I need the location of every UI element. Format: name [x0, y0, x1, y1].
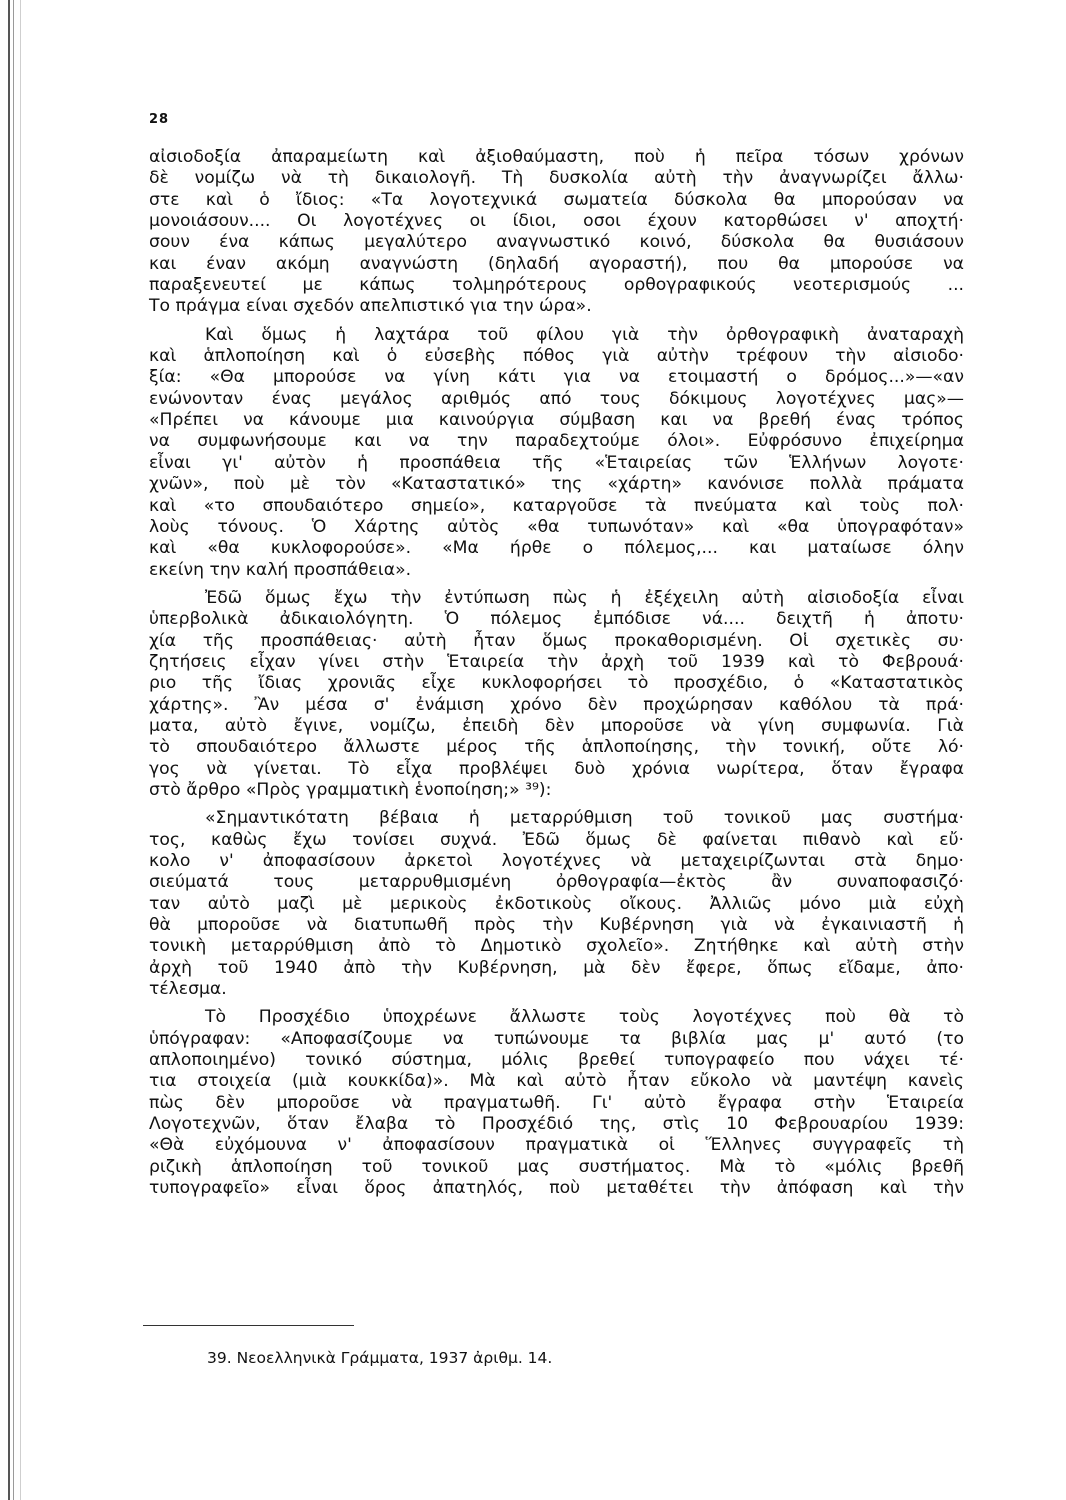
- text-line: καὶ ἁπλοποίηση καὶ ὁ εὐσεβὴς πόθος γιὰ αὐτὴν τρέφουν τὴν αἰσιοδο·: [149, 346, 964, 367]
- text-line: τυπογραφεῖο» εἶναι ὅρος ἀπατηλός, ποὺ μεταθέτει τὴν ἀπόφαση καὶ τὴν: [149, 1178, 964, 1199]
- paragraph: [149, 588, 964, 801]
- text-line: καὶ «θα κυκλοφορούσε». «Μα ήρθε ο πόλεμος,... και ματαίωσε όλην: [149, 538, 964, 559]
- text-line: Λογοτεχνῶν, ὅταν ἔλαβα τὸ Προσχέδιό της, στὶς 10 Φεβρουαρίου 1939:: [149, 1114, 964, 1135]
- text-line: χία τῆς προσπάθειας· αὐτὴ ἦταν ὅμως προκαθορισμένη. Οἱ σχετικὲς συ·: [149, 630, 964, 651]
- text-line: «Πρέπει να κάνουμε μια καινούργια σύμβαση και να βρεθή ένας τρόπος: [149, 410, 964, 431]
- text-line: εκείνη την καλή προσπάθεια».: [149, 559, 412, 580]
- text-line: τὸ σπουδαιότερο ἄλλωστε μέρος τῆς ἁπλοποίησης, τὴν τονική, οὔτε λό·: [149, 737, 964, 758]
- text-line: ματα, αὐτὸ ἔγινε, νομίζω, ἐπειδὴ δὲν μποροῦσε νὰ γίνη συμφωνία. Γιὰ: [149, 715, 964, 736]
- text-line: ενώνονταν ένας μεγάλος αριθμός από τους δόκιμους λογοτέχνες μας»—: [149, 388, 964, 409]
- page-number: 28: [149, 112, 170, 127]
- text-line: τος, καθὼς ἔχω τονίσει συχνά. Ἐδῶ ὅμως δὲ φαίνεται πιθανὸ καὶ εὔ·: [149, 829, 964, 850]
- text-line: γος νὰ γίνεται. Τὸ εἶχα προβλέψει δυὸ χρόνια νωρίτερα, ὅταν ἔγραφα: [149, 758, 964, 779]
- text-line: ριζικὴ ἁπλοποίηση τοῦ τονικοῦ μας συστήματος. Μὰ τὸ «μόλις βρεθῆ: [149, 1156, 964, 1177]
- scan-edge-shadow: [8, 0, 10, 1500]
- body-text: [149, 147, 964, 1200]
- text-line: στε καὶ ὁ ἴδιος: «Τα λογοτεχνικά σωματεία δύσκολα θα μπορούσαν να: [149, 189, 964, 210]
- text-line: «Σημαντικότατη βέβαια ἡ μεταρρύθμιση τοῦ τονικοῦ μας συστήμα·: [205, 808, 964, 829]
- text-line: τια στοιχεία (μιὰ κουκκίδα)». Μὰ καὶ αὐτὸ ἦταν εὔκολο νὰ μαντέψη κανεὶς: [149, 1071, 964, 1092]
- text-line: στὸ ἄρθρο «Πρὸς γραμματικὴ ἑνοποίηση;» ³⁹):: [149, 779, 552, 800]
- text-line: κολο ν' ἀποφασίσουν ἀρκετοὶ λογοτέχνες νὰ μεταχειρίζωνται στὰ δημο·: [149, 851, 964, 871]
- scan-edge-shadow: [20, 0, 21, 1500]
- text-line: λοὺς τόνους. Ὁ Χάρτης αὐτὸς «θα τυπωνόταν» καὶ «θα ὑπογραφόταν»: [149, 516, 964, 537]
- text-line: καὶ «το σπουδαιότερο σημείο», καταργοῦσε τὰ πνεύματα καὶ τοὺς πολ·: [149, 495, 964, 516]
- text-line: παραξενευτεί με κάπως τολμηρότερους ορθογραφικούς νεοτερισμούς ...: [149, 275, 964, 296]
- text-line: Το πράγμα είναι σχεδόν απελπιστικό για την ώρα».: [149, 296, 592, 317]
- text-line: ὑπόγραφαν: «Αποφασίζουμε να τυπώνουμε τα βιβλία μας μ' αυτό (το: [149, 1028, 964, 1049]
- text-line: χνῶν», ποὺ μὲ τὸν «Καταστατικό» της «χάρτη» κανόνισε πολλὰ πράματα: [149, 474, 964, 495]
- text-line: θὰ μποροῦσε νὰ διατυπωθῆ πρὸς τὴν Κυβέρνηση γιὰ νὰ ἐγκαινιαστῆ ἡ: [149, 915, 964, 936]
- text-line: και έναν ακόμη αναγνώστη (δηλαδή αγοραστή), που θα μπορούσε να: [149, 253, 964, 274]
- text-line: σουν ένα κάπως μεγαλύτερο αναγνωστικό κοινό, δύσκολα θα θυσιάσουν: [149, 232, 964, 253]
- text-line: τονικὴ μεταρρύθμιση ἀπὸ τὸ Δημοτικὸ σχολεῖο». Ζητήθηκε καὶ αὐτὴ στὴν: [149, 936, 964, 957]
- text-line: ξία: «Θα μπορούσε να γίνη κάτι για να ετοιμαστή ο δρόμος...»—«αν: [149, 367, 964, 388]
- footnote: 39. Νεοελληνικὰ Γράμματα, 1937 ἀριθμ. 14.: [207, 1349, 553, 1367]
- text-line: «Θὰ εὐχόμουνα ν' ἀποφασίσουν πραγματικὰ οἱ Ἕλληνες συγγραφεῖς τὴ: [149, 1135, 964, 1156]
- text-line: Ἐδῶ ὅμως ἔχω τὴν ἐντύπωση πὼς ἡ ἐξέχειλη αὐτὴ αἰσιοδοξία εἶναι: [205, 587, 964, 608]
- text-line: δὲ νομίζω νὰ τὴ δικαιολογῆ. Τὴ δυσκολία αὐτὴ τὴν ἀναγνωρίζει ἄλλω·: [149, 168, 964, 189]
- text-line: ταν αὐτὸ μαζὶ μὲ μερικοὺς ἐκδοτικοὺς οἴκους. Ἀλλιῶς μόνο μιὰ εὐχὴ: [149, 893, 964, 914]
- paragraph: [149, 325, 964, 581]
- text-line: αἰσιοδοξία ἀπαραμείωτη καὶ ἀξιοθαύμαστη, ποὺ ἡ πεῖρα τόσων χρόνων: [149, 147, 964, 167]
- quotation-paragraph: [149, 808, 964, 1000]
- text-line: να συμφωνήσουμε και να την παραδεχτούμε όλοι». Εὐφρόσυνο ἐπιχείρημα: [149, 431, 964, 452]
- text-line: χάρτης». Ἂν μέσα σ' ἐνάμιση χρόνο δὲν προχώρησαν καθόλου τὰ πρά·: [149, 694, 964, 715]
- text-line: ζητήσεις εἶχαν γίνει στὴν Ἑταιρεία τὴν ἀρχὴ τοῦ 1939 καὶ τὸ Φεβρουά·: [149, 651, 964, 672]
- text-line: απλοποιημένο) τονικό σύστημα, μόλις βρεθεί τυπογραφείο που νάχει τέ·: [149, 1050, 964, 1071]
- text-line: Καὶ ὅμως ἡ λαχτάρα τοῦ φίλου γιὰ τὴν ὀρθογραφικὴ ἀναταραχὴ: [205, 324, 964, 345]
- text-line: τέλεσμα.: [149, 979, 227, 1000]
- text-line: Τὸ Προσχέδιο ὑποχρέωνε ἄλλωστε τοὺς λογοτέχνες ποὺ θὰ τὸ: [205, 1007, 964, 1028]
- text-line: πὼς δὲν μποροῦσε νὰ πραγματωθῆ. Γι' αὐτὸ ἔγραφα στὴν Ἑταιρεία: [149, 1092, 964, 1113]
- text-line: ὑπερβολικὰ ἀδικαιολόγητη. Ὁ πόλεμος ἐμπόδισε νά.... δειχτῆ ἡ ἀποτυ·: [149, 609, 964, 630]
- text-line: ἀρχὴ τοῦ 1940 ἀπὸ τὴν Κυβέρνηση, μὰ δὲν ἔφερε, ὅπως εἴδαμε, ἀπο·: [149, 957, 964, 978]
- text-line: μονοιάσουν.... Οι λογοτέχνες οι ίδιοι, οσοι έχουν κατορθώσει ν' αποχτή·: [149, 211, 964, 232]
- text-line: ριο τῆς ἴδιας χρονιᾶς εἶχε κυκλοφορήσει τὸ προσχέδιο, ὁ «Καταστατικὸς: [149, 673, 964, 694]
- text-line: σιεύματά τους μεταρρυθμισμένη ὀρθογραφία—ἐκτὸς ἂν συναποφασιζό·: [149, 872, 964, 893]
- text-line: εἶναι γι' αὐτὸν ἡ προσπάθεια τῆς «Ἑταιρείας τῶν Ἑλλήνων λογοτε·: [149, 452, 964, 473]
- paragraph: [149, 147, 964, 318]
- scan-edge-shadow: [13, 0, 14, 1500]
- paragraph: [149, 1007, 964, 1199]
- footnote-divider: [143, 1325, 354, 1326]
